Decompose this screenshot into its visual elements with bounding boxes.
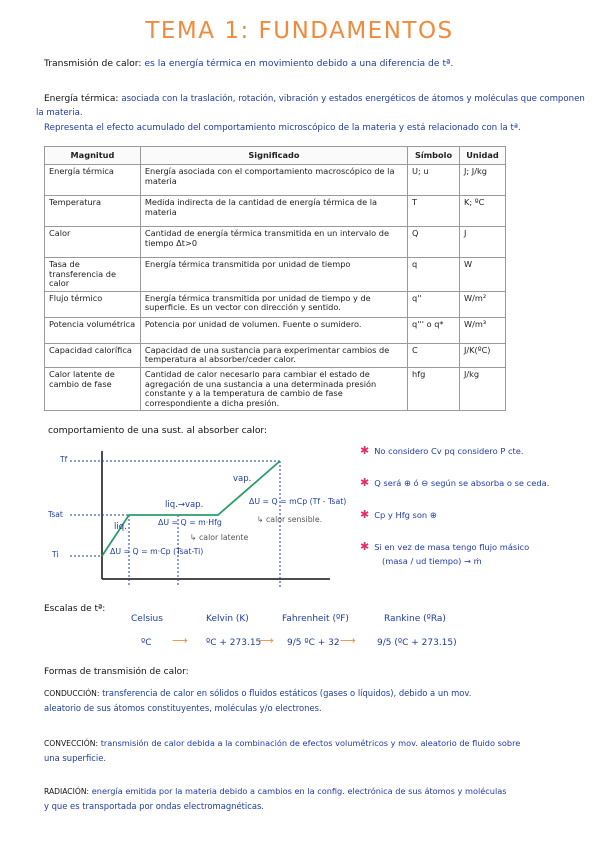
scale-val-kelvin: ºC + 273.15	[206, 638, 262, 648]
table-cell: Energía térmica	[45, 165, 141, 196]
table-cell: q''' o q*	[408, 317, 460, 343]
radiacion-text-2: y que es transportada por ondas electromagnéticas.	[44, 801, 264, 811]
table-cell: Q	[408, 227, 460, 258]
table-row	[45, 165, 506, 196]
table-cell: Tasa de transferencia de calor	[45, 258, 141, 292]
table-cell: C	[408, 343, 460, 367]
eq-latente: ΔU = Q = m·Hfg	[158, 518, 222, 527]
transmision-text: es la energía térmica en movimiento debido a una diferencia de tª.	[144, 58, 454, 69]
conduccion-text-1: transferencia de calor en sólidos o fluidos estáticos (gases o líquidos), debido a un mov.	[102, 688, 472, 698]
table-cell: J; J/kg	[460, 165, 506, 196]
label-liq-vap: liq.→vap.	[165, 500, 204, 510]
table-header-cell: Significado	[140, 147, 407, 165]
conduccion-line-1	[44, 688, 471, 698]
radiacion-text-1: energía emitida por la materia debido a cambios en la config. electrónica de sus átomos y moléculas	[91, 786, 507, 796]
conveccion-label: CONVECCIÓN:	[44, 739, 99, 748]
table-cell: Calor	[45, 227, 141, 258]
page-title: TEMA 1: FUNDAMENTOS	[145, 18, 454, 44]
table-cell: Capacidad de una sustancia para experimentar cambios de temperatura al absorber/ceder calor.	[140, 343, 407, 367]
arrow-right-icon: ⟶	[258, 634, 274, 647]
note-item: ✱ Cp y Hfg son ⊕	[360, 508, 437, 521]
radiacion-line-1	[44, 786, 507, 796]
energia-label: Energía térmica:	[44, 94, 119, 104]
table-cell: Potencia por unidad de volumen. Fuente o sumidero.	[140, 317, 407, 343]
table-row	[45, 343, 506, 367]
transmision-line	[44, 58, 453, 69]
table-header-row	[45, 147, 506, 165]
asterisk-icon: ✱	[360, 508, 370, 521]
comportamiento-heading: comportamiento de una sust. al absorber calor:	[48, 425, 268, 436]
table-cell: T	[408, 196, 460, 227]
table-row	[45, 291, 506, 317]
note-item: ✱ Q será ⊕ ó ⊖ según se absorba o se ceda.	[360, 476, 550, 489]
table-cell: W	[460, 258, 506, 292]
representa-text: Representa el efecto acumulado del comportamiento microscópico de la materia y está relacionado con la tª.	[44, 123, 521, 133]
table-cell: Temperatura	[45, 196, 141, 227]
asterisk-icon: ✱	[360, 540, 370, 553]
scale-val-fahrenheit: 9/5 ºC + 32	[287, 638, 340, 648]
axis-label-ti: Ti	[52, 550, 59, 559]
energia-line-1	[44, 94, 585, 104]
scale-name-rankine: Rankine (ºRa)	[384, 614, 446, 624]
table-cell: Cantidad de energía térmica transmitida en un intervalo de tiempo Δt>0	[140, 227, 407, 258]
arrow-right-icon: ⟶	[172, 634, 188, 647]
energia-text-1: asociada con la traslación, rotación, vibración y estados energéticos de átomos y moléculas que componen	[121, 94, 585, 104]
note-item: ✱ Si en vez de masa tengo flujo másico	[360, 540, 530, 553]
note-sensible: ↳ calor sensible.	[257, 515, 323, 524]
table-cell: Energía térmica transmitida por unidad de tiempo y de superficie. Es un vector con dirección y sentido.	[140, 291, 407, 317]
eq-liq: ΔU = Q = m·Cp (Tsat-Ti)	[110, 547, 204, 556]
table-cell: Capacidad calorífica	[45, 343, 141, 367]
radiacion-label: RADIACIÓN:	[44, 787, 90, 796]
table-cell: J	[460, 227, 506, 258]
table-header-cell: Magnitud	[45, 147, 141, 165]
magnitudes-table	[44, 146, 506, 411]
arrow-right-icon: ⟶	[340, 634, 356, 647]
conveccion-text-1: transmisión de calor debida a la combinación de efectos volumétricos y mov. aleatorio de fluido sobre	[100, 738, 521, 748]
table-cell: J/kg	[460, 367, 506, 410]
note-item-cont: (masa / ud tiempo) → ṁ	[382, 556, 482, 566]
table-row	[45, 367, 506, 410]
axis-label-tsat: Tsat	[48, 510, 63, 519]
label-vap: vap.	[233, 474, 252, 484]
table-header-cell: Símbolo	[408, 147, 460, 165]
conveccion-text-2: una superficie.	[44, 753, 107, 763]
scale-name-fahrenheit: Fahrenheit (ºF)	[282, 614, 349, 624]
scale-name-celsius: Celsius	[131, 614, 163, 624]
table-row	[45, 258, 506, 292]
conveccion-line-1	[44, 738, 520, 748]
table-cell: U; u	[408, 165, 460, 196]
table-cell: Energía asociada con el comportamiento macroscópico de la materia	[140, 165, 407, 196]
table-cell: hfg	[408, 367, 460, 410]
escalas-heading: Escalas de tª:	[44, 604, 106, 614]
asterisk-icon: ✱	[360, 444, 370, 457]
table-cell: q	[408, 258, 460, 292]
table-header-cell: Unidad	[460, 147, 506, 165]
table-row	[45, 196, 506, 227]
asterisk-icon: ✱	[360, 476, 370, 489]
note-latente: ↳ calor latente	[190, 533, 249, 542]
table-cell: W/m²	[460, 291, 506, 317]
scale-name-kelvin: Kelvin (K)	[206, 614, 249, 624]
table-cell: Calor latente de cambio de fase	[45, 367, 141, 410]
table-cell: Medida indirecta de la cantidad de energía térmica de la materia	[140, 196, 407, 227]
energia-text-2: la materia.	[36, 108, 83, 118]
table-cell: q''	[408, 291, 460, 317]
table-cell: Energía térmica transmitida por unidad de tiempo	[140, 258, 407, 292]
axis-label-tf: Tf	[60, 455, 68, 464]
table-cell: K; ºC	[460, 196, 506, 227]
table-cell: Potencia volumétrica	[45, 317, 141, 343]
formas-heading: Formas de transmisión de calor:	[44, 667, 189, 677]
scale-val-celsius: ºC	[141, 638, 152, 648]
scale-val-rankine: 9/5 (ºC + 273.15)	[377, 638, 457, 648]
table-cell: Cantidad de calor necesario para cambiar el estado de agregación de una sustancia a una determinada presión constante y a la temperatura de cambio de fase correspondiente a dicha presión.	[140, 367, 407, 410]
table-cell: J/K(ºC)	[460, 343, 506, 367]
transmision-label: Transmisión de calor:	[44, 58, 142, 69]
table-row	[45, 317, 506, 343]
eq-vap: ΔU = Q = mCp (Tf - Tsat)	[249, 497, 347, 506]
note-item: ✱ No considero Cv pq considero P cte.	[360, 444, 524, 457]
label-liq: liq.	[114, 522, 127, 532]
table-row	[45, 227, 506, 258]
table-cell: Flujo térmico	[45, 291, 141, 317]
conduccion-label: CONDUCCIÓN:	[44, 689, 100, 698]
conduccion-text-2: aleatorio de sus átomos constituyentes, moléculas y/o electrones.	[44, 703, 322, 713]
table-cell: W/m³	[460, 317, 506, 343]
